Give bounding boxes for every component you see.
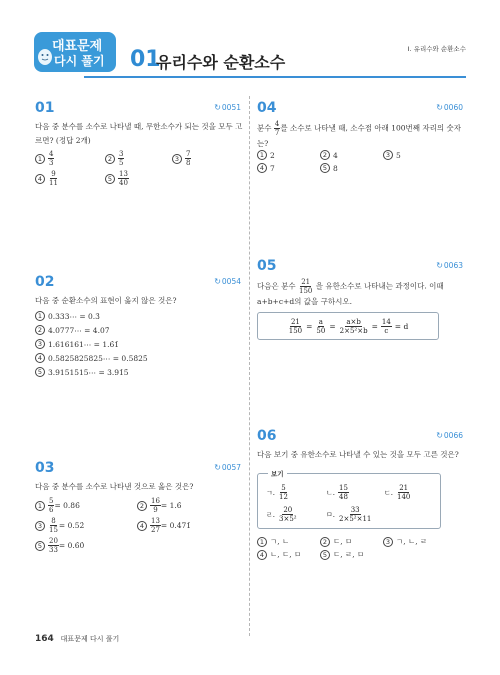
problem-code [436,103,463,112]
column-divider [249,96,250,636]
link-icon: ↻ [436,431,443,440]
fraction: $\frac{21}{150}$ [299,278,313,295]
choice-mark: 2 [105,154,115,164]
bogi-item: ㄴ. $\frac{15}{48}$ [326,484,348,501]
chapter-tag: I. 유리수와 순환소수 [407,45,466,53]
choice-mark: 4 [35,353,45,363]
choice-3[interactable] [383,536,427,547]
problem-text: 분수 $\frac{4}{7}$ 를 소수로 나타낼 때, 소수점 아래 100번째 자리의 숫자는? [257,120,462,148]
choice-text: 0.5825825825⋯ = 0.58̇25̇ [48,353,148,363]
bogi-label: 보기 [268,469,287,478]
choice-3[interactable] [383,150,401,160]
choice-2[interactable] [35,325,110,335]
choice-3[interactable] [35,339,119,349]
problem-text: 다음 보기 중 유한소수로 나타낼 수 있는 것을 모두 고른 것은? [257,450,459,459]
link-icon: ↻ [214,463,221,472]
link-icon: ↻ [436,261,443,270]
fraction: $\frac{4}{7}$ [274,120,280,137]
problem-number: 06 [257,428,277,444]
link-icon: ↻ [214,277,221,286]
bogi-item: ㄹ. $\frac{20}{\text{3×5²}}$ [266,506,297,523]
choice-mark: 3 [35,521,45,531]
problem-text: 다음 중 분수를 소수로 나타낼 때, 무한소수가 되는 것을 모두 고르면? (정답 2개) [35,122,243,145]
bogi-box [257,470,441,529]
fraction: $\frac{14}{c}$ [381,317,391,335]
fraction: $\frac{7}{8}$ [186,150,191,167]
link-icon: ↻ [436,103,443,112]
choice-mark: 2 [320,537,330,547]
problem-text: 다음 중 분수를 소수로 나타낸 것으로 옳은 것은? [35,482,194,491]
choice-mark: 3 [35,339,45,349]
choice-mark: 5 [320,163,330,173]
choice-mark: 3 [383,537,393,547]
choice-text: 4.0777⋯ = 4.07̇ [48,325,110,335]
problem-number: 01 [35,100,55,116]
choice-text: ㄱ, ㄴ, ㄹ [396,537,428,546]
problem-code [436,261,463,270]
page-footer [35,634,119,644]
choice-1[interactable] [257,536,289,547]
page-number: 164 [35,634,54,644]
choice-3[interactable] [172,150,191,167]
choice-mark: 1 [35,154,45,164]
problem-02 [35,274,241,384]
page-header [34,38,466,84]
choice-5[interactable] [320,163,338,173]
choice-2[interactable] [105,150,124,167]
choice-4[interactable] [257,549,301,560]
choice-rhs: = 0.6̇0̇ [58,541,85,550]
problem-code [214,103,241,112]
problem-code-text: 0063 [443,261,463,270]
problem-text: 다음 중 순환소수의 표현이 옳지 않은 것은? [35,296,177,305]
fraction: $\frac{13}{27}$ [151,517,160,534]
choice-mark: 2 [137,501,147,511]
choice-text: ㄷ, ㄹ, ㅁ [333,550,365,559]
choice-2[interactable] [320,150,338,160]
problem-code-text: 0051 [221,103,241,112]
choice-text: 5 [396,150,401,160]
problem-number: 03 [35,460,55,476]
choice-mark: 5 [35,541,45,551]
choice-text: 7 [270,163,275,173]
choice-mark: 1 [257,150,267,160]
choice-mark: 4 [35,174,45,184]
problem-01 [35,100,243,190]
choice-mark: 2 [320,150,330,160]
choice-text: 3.9151515⋯ = 3.91̇5̇ [48,367,129,377]
choice-text: ㄱ, ㄴ [270,537,290,546]
problem-code-text: 0054 [221,277,241,286]
problem-code-text: 0066 [443,431,463,440]
choice-mark: 3 [172,154,182,164]
choice-4[interactable] [257,163,275,173]
choice-2[interactable] [320,536,352,547]
chapter-number: 01 [130,47,161,72]
choice-mark: 5 [320,550,330,560]
choice-mark: 4 [257,163,267,173]
choice-2[interactable] [137,497,182,514]
problem-code-text: 0057 [221,463,241,472]
choice-4[interactable] [35,353,148,363]
fraction: $\frac{3}{5}$ [119,150,124,167]
choice-mark: 1 [35,311,45,321]
problem-number: 02 [35,274,55,290]
fraction: $\frac{13}{40}$ [119,170,128,187]
problem-code [436,431,463,440]
choice-text: 8 [333,163,338,173]
fraction: $\frac{a}{50}$ [316,317,326,335]
fraction: $\frac{8}{15}$ [49,517,58,534]
choice-rhs: = 0.52̇ [58,521,85,530]
choice-mark: 1 [257,537,267,547]
choice-text: ㄷ, ㅁ [333,537,353,546]
choice-1[interactable] [35,150,54,167]
link-icon: ↻ [214,103,221,112]
bogi-item: ㄷ. $\frac{21}{140}$ [384,484,411,501]
footer-label: 대표문제 다시 풀기 [60,635,120,643]
badge-line1: 대표문제 [52,39,103,54]
choice-1[interactable] [257,150,275,160]
choice-5[interactable] [35,367,129,377]
choice-text: 1.616161⋯ = 1.6̇1̇ [48,339,120,349]
fraction: $\frac{9}{11}$ [49,170,58,187]
choice-1[interactable] [35,497,80,514]
fraction: $\frac{16}{9}$ [151,497,160,514]
choice-rhs: = 0.4̇71̇ [160,521,192,530]
choice-mark: 5 [105,174,115,184]
fraction: $\frac{a\times b}{\text{2×5²×b}}$ [339,317,368,335]
choice-mark: 5 [35,367,45,377]
fraction: $\frac{5}{6}$ [49,497,54,514]
problem-03 [35,460,241,560]
problem-06 [257,428,463,568]
problem-number: 04 [257,100,277,116]
choice-mark: 4 [257,550,267,560]
choice-rhs: = 0.86̇ [54,501,80,510]
bogi-item: ㄱ. $\frac{5}{12}$ [266,484,288,501]
header-rule [84,76,466,78]
choice-text: 4 [333,150,338,160]
fraction: $\frac{4}{3}$ [49,150,54,167]
choice-3[interactable] [35,517,84,534]
problem-code [214,277,241,286]
choice-mark: 2 [35,325,45,335]
equation-box: $\frac{21}{150}$ = $\frac{a}{50}$ = $\frac{a\times b}{\text{2×5²×b}}$ = $\frac{14}{c}$ = d [257,312,439,340]
choice-5[interactable] [35,537,84,554]
choice-mark: 3 [383,150,393,160]
problem-text: 다음은 분수 $\frac{21}{150}$ 을 유한소수로 나타내는 과정이다. 이때 a+b+c+d의 값을 구하시오. [257,278,444,306]
problem-04 [257,100,463,190]
choice-text: ㄴ, ㄷ, ㅁ [270,550,302,559]
chapter-title: 유리수와 순환소수 [156,53,286,72]
fraction: $\frac{20}{33}$ [49,537,58,554]
choice-5[interactable] [320,549,364,560]
choice-text: 0.333⋯ = 0.3̇ [48,311,100,321]
section-badge [34,32,116,72]
choice-rhs: = 1.6̇ [160,501,182,510]
bogi-item: ㅁ. $\frac{33}{\text{2×5²×11}}$ [326,506,372,523]
choice-5[interactable] [105,170,129,187]
choice-mark: 1 [35,501,45,511]
problem-code-text: 0060 [443,103,463,112]
choice-4[interactable] [35,170,59,187]
choice-mark: 4 [137,521,147,531]
fraction: $\frac{21}{150}$ [288,317,303,335]
equation-tail: = d [394,321,409,331]
badge-line2: 다시 풀기 [54,54,105,68]
choice-4[interactable] [137,517,191,534]
problem-number: 05 [257,258,277,274]
problem-05 [257,258,463,348]
choice-1[interactable] [35,311,100,321]
choice-text: 2 [270,150,275,160]
problem-code [214,463,241,472]
